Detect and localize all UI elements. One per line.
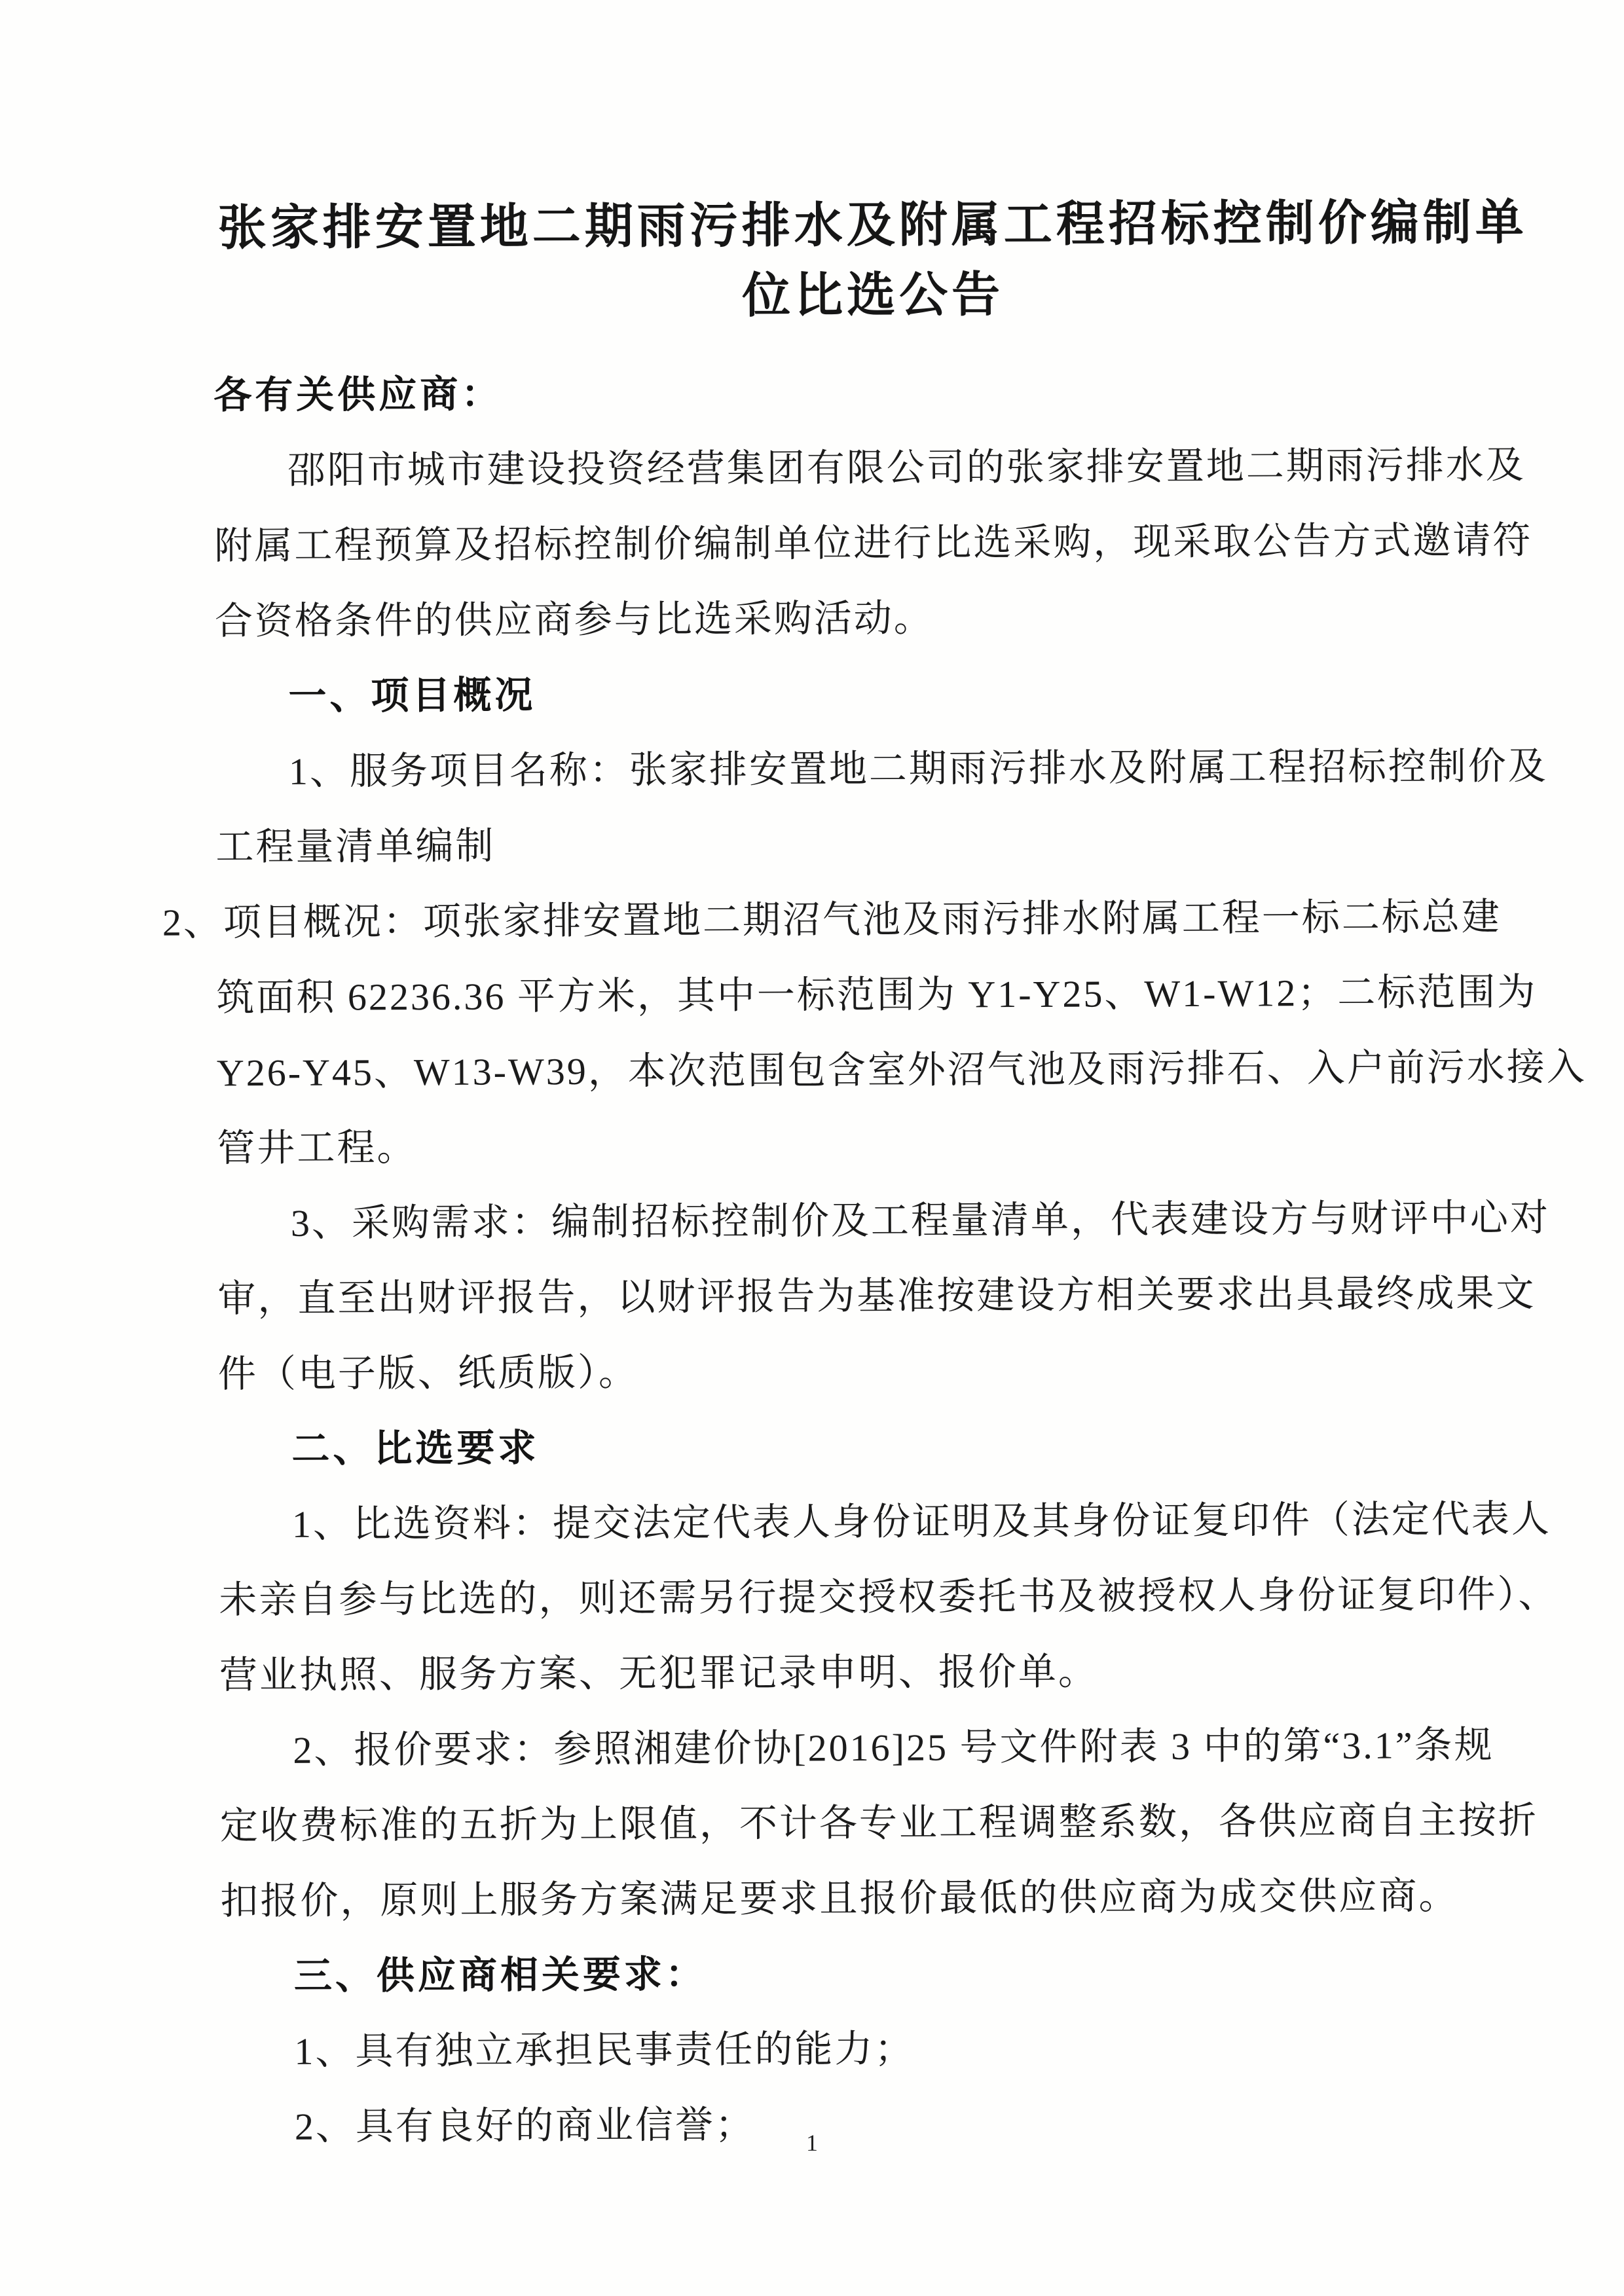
paragraph-line: 2、报价要求：参照湘建价协[2016]25 号文件附表 3 中的第“3.1”条规 (293, 1723, 1494, 1772)
section-heading-1: 一、项目概况 (288, 674, 536, 718)
document-title (213, 189, 1533, 335)
paragraph-line: 工程量清单编制 (215, 824, 496, 869)
section-heading-3: 三、供应商相关要求： (293, 1953, 707, 1997)
paragraph-line: 营业执照、服务方案、无犯罪记录申明、报价单。 (219, 1650, 1099, 1697)
salutation: 各有关供应商： (213, 373, 503, 417)
document-title-line-1: 张家排安置地二期雨污排水及附属工程招标控制价编制单 (217, 196, 1528, 256)
paragraph-line: 定收费标准的五折为上限值，不计各专业工程调整系数，各供应商自主按折 (219, 1798, 1539, 1848)
section-heading-2: 二、比选要求 (291, 1427, 540, 1470)
document-title-line-2: 位比选公告 (742, 268, 1005, 323)
paragraph-line: 2、项目概况：项张家排安置地二期沼气池及雨污排水附属工程一标二标总建 (162, 895, 1502, 944)
paragraph-line: 管井工程。 (217, 1126, 417, 1170)
paragraph-line: 筑面积 62236.36 平方米，其中一标范围为 Y1-Y25、W1-W12；二标范围为 (216, 970, 1538, 1019)
paragraph-line: 合资格条件的供应商参与比选采购活动。 (214, 596, 934, 643)
list-item-line: 1、具有独立承担民事责任的能力； (294, 2027, 915, 2073)
list-item-line: 2、具有良好的商业信誉； (294, 2103, 756, 2148)
paragraph-line: 审，直至出财评报告，以财评报告为基准按建设方相关要求出具最终成果文 (217, 1271, 1536, 1321)
paragraph-line: 1、服务项目名称：张家排安置地二期雨污排水及附属工程招标控制价及 (288, 744, 1548, 793)
document-content (162, 189, 1587, 2165)
document-body (162, 352, 1587, 2165)
paragraph-line: 附属工程预算及招标控制价编制单位进行比选采购，现采取公告方式邀请符 (214, 519, 1533, 568)
paragraph-line: 1、比选资料：提交法定代表人身份证明及其身份证复印件（法定代表人 (291, 1497, 1552, 1546)
paragraph-line: Y26-Y45、W13-W39，本次范围包含室外沼气池及雨污排石、入户前污水接入 (216, 1046, 1587, 1095)
paragraph-line: 未亲自参与比选的，则还需另行提交授权委托书及被授权人身份证复印件）、 (219, 1573, 1559, 1622)
paragraph-line: 邵阳市城市建设投资经营集团有限公司的张家排安置地二期雨污排水及 (287, 443, 1526, 492)
paragraph-line: 扣报价，原则上服务方案满足要求且报价最低的供应商为成交供应商。 (220, 1874, 1459, 1923)
page-number: 1 (806, 2130, 818, 2156)
paragraph-line: 件（电子版、纸质版）。 (217, 1351, 639, 1396)
paragraph-line: 3、采购需求：编制招标控制价及工程量清单，代表建设方与财评中心对 (290, 1196, 1551, 1245)
